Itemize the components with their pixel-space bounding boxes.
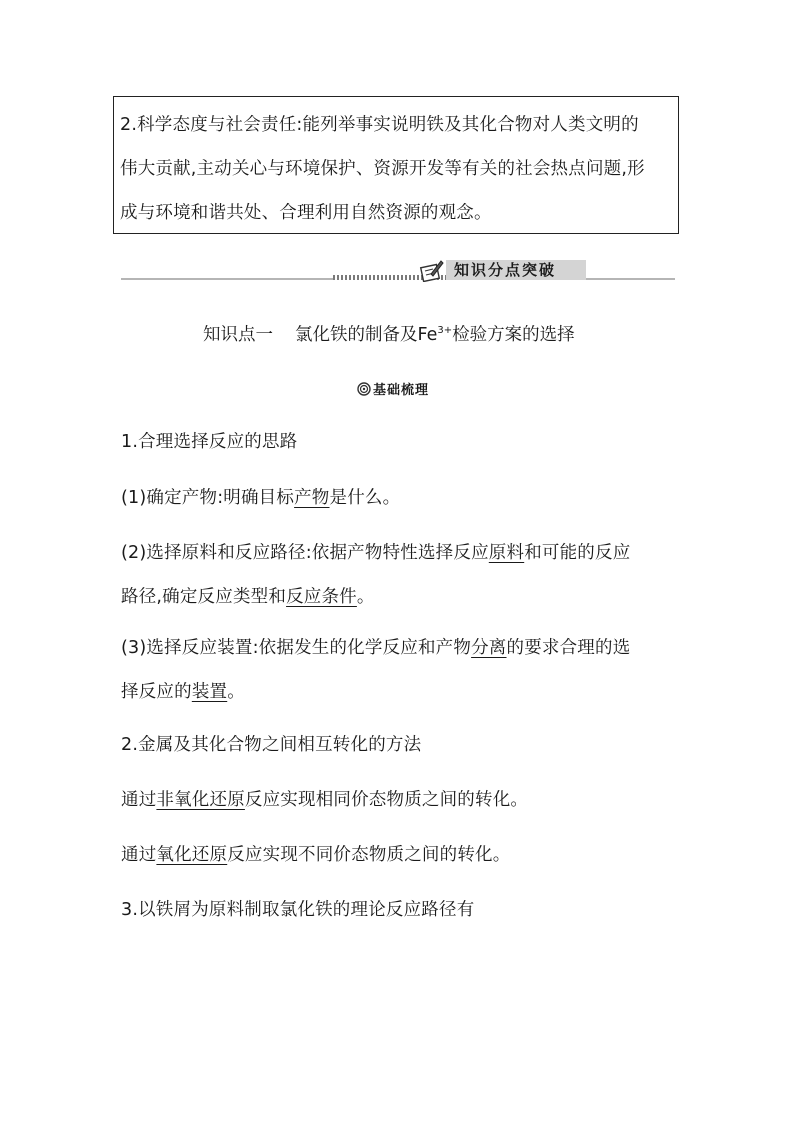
item-1 — [121, 476, 677, 520]
item-3-tail: 的要求合理的选 — [506, 638, 631, 658]
item-2-answer-2: 反应条件 — [286, 587, 357, 607]
item-3-answer-2: 装置 — [191, 682, 228, 702]
swirl-icon — [357, 382, 371, 396]
sub-heading-text: 基础梳理 — [373, 383, 430, 398]
section-superscript: 3+ — [437, 325, 453, 337]
section-banner — [121, 258, 675, 282]
item-2-text: (2)选择原料和反应路径:依据产物特性选择反应 — [121, 543, 489, 563]
item-5 — [121, 833, 677, 877]
competency-box — [113, 96, 679, 234]
item-1-tail: 是什么。 — [329, 488, 401, 508]
item-2-line-2: 路径,确定反应类型和 — [121, 587, 287, 607]
section-prefix: 知识点一 — [203, 325, 273, 345]
box-line-2: 伟大贡献,主动关心与环境保护、资源开发等有关的社会热点问题,形 — [120, 159, 645, 179]
section-title — [203, 321, 575, 346]
item-4-text: 通过 — [121, 790, 157, 810]
item-3-end: 。 — [227, 682, 245, 702]
item-5-answer: 氧化还原 — [156, 845, 228, 865]
sub-heading — [357, 379, 429, 398]
box-line-3: 成与环境和谐共处、合理利用自然资源的观念。 — [120, 203, 492, 223]
item-1-answer: 产物 — [294, 488, 330, 508]
item-5-text: 通过 — [121, 845, 157, 865]
item-3-line-2: 择反应的 — [121, 682, 192, 702]
heading-2 — [121, 723, 677, 767]
item-4-answer: 非氧化还原 — [156, 790, 245, 810]
heading-3-text: 3.以铁屑为原料制取氯化铁的理论反应路径有 — [121, 900, 475, 920]
item-4 — [121, 778, 677, 822]
heading-2-text: 2.金属及其化合物之间相互转化的方法 — [121, 735, 422, 755]
item-3 — [121, 626, 677, 714]
heading-3 — [121, 888, 677, 932]
section-text-b: 检验方案的选择 — [452, 325, 575, 345]
section-text-a: 氯化铁的制备及Fe — [295, 325, 438, 345]
item-1-text: (1)确定产物:明确目标 — [121, 488, 295, 508]
heading-1 — [121, 420, 677, 464]
item-2-end: 。 — [356, 587, 375, 607]
heading-1-text: 1.合理选择反应的思路 — [121, 432, 298, 452]
banner-label: 知识分点突破 — [454, 261, 557, 279]
item-2 — [121, 531, 677, 619]
item-2-answer-1: 原料 — [488, 543, 525, 563]
item-5-tail: 反应实现不同价态物质之间的转化。 — [227, 845, 511, 865]
box-line-1: 2.科学态度与社会责任:能列举事实说明铁及其化合物对人类文明的 — [120, 115, 639, 135]
item-4-tail: 反应实现相同价态物质之间的转化。 — [244, 790, 529, 810]
pen-paper-icon — [419, 258, 445, 282]
item-3-text: (3)选择反应装置:依据发生的化学反应和产物 — [121, 638, 472, 658]
item-3-answer-1: 分离 — [471, 638, 507, 658]
item-2-tail: 和可能的反应 — [524, 543, 631, 563]
